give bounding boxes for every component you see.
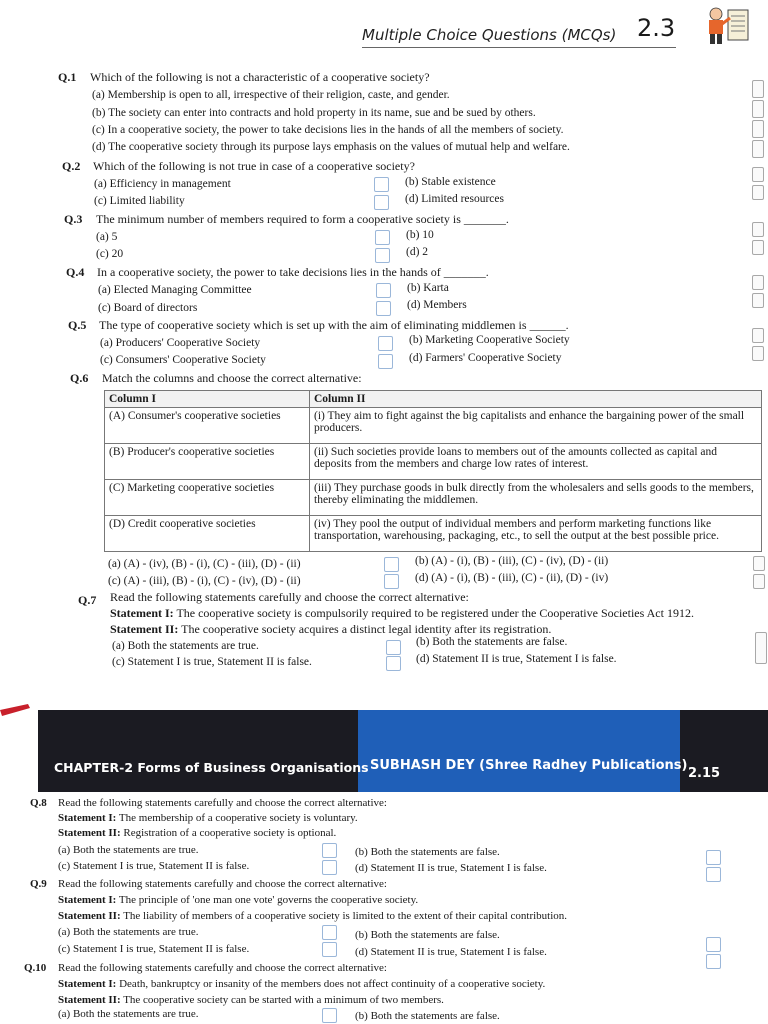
- match-columns-table: [104, 390, 762, 552]
- q7-checkbox-a[interactable]: [386, 640, 401, 655]
- q4-option-c: (c) Board of directors: [98, 302, 198, 314]
- q5-answer-box[interactable]: [752, 346, 764, 361]
- q3-option-c: (c) 20: [96, 248, 124, 260]
- q7-statement-1: [110, 606, 694, 621]
- q6-option-c: (c) (A) - (iii), (B) - (i), (C) - (iv), (D) - (ii): [108, 575, 301, 587]
- q7-checkbox-c[interactable]: [386, 656, 401, 671]
- q4-option-d: (d) Members: [407, 299, 467, 311]
- q4-checkbox-a[interactable]: [376, 283, 391, 298]
- q1-answer-box[interactable]: [752, 100, 764, 118]
- page-header-title: Multiple Choice Questions (MCQs): [362, 26, 617, 44]
- q8-answer-box[interactable]: [706, 867, 721, 882]
- q9-number: Q.9: [30, 878, 47, 890]
- q8-option-a: (a) Both the statements are true.: [58, 844, 199, 856]
- q2-option-c: (c) Limited liability: [94, 195, 185, 207]
- q10-statement-2: [58, 994, 444, 1006]
- q7-statement-1-label: Statement I:: [110, 606, 174, 620]
- table-row: [105, 516, 762, 552]
- q5-option-c: (c) Consumers' Cooperative Society: [100, 354, 266, 366]
- table-cell-left: (C) Marketing cooperative societies: [105, 480, 310, 516]
- q9-statement-2-text: The liability of members of a cooperative society is limited to the extent of their capital contribution.: [120, 910, 568, 922]
- q3-answer-box[interactable]: [752, 222, 764, 237]
- q9-statement-1-label: Statement I:: [58, 894, 117, 906]
- q3-number: Q.3: [64, 212, 83, 226]
- q2-checkbox-c[interactable]: [374, 195, 389, 210]
- q6-checkbox-c[interactable]: [384, 574, 399, 589]
- q5-option-a: (a) Producers' Cooperative Society: [100, 337, 261, 349]
- q1-option-a: (a) Membership is open to all, irrespective of their religion, caste, and gender.: [92, 89, 450, 101]
- q2-answer-box[interactable]: [752, 185, 764, 200]
- q8-checkbox-c[interactable]: [322, 860, 337, 875]
- q2-checkbox-a[interactable]: [374, 177, 389, 192]
- q1-number: Q.1: [58, 70, 77, 84]
- q6-checkbox-a[interactable]: [384, 557, 399, 572]
- q4-answer-box[interactable]: [752, 275, 764, 290]
- q1-answer-box[interactable]: [752, 140, 764, 158]
- q9-option-b: (b) Both the statements are false.: [355, 929, 500, 941]
- table-cell-right: (iv) They pool the output of individual members and perform marketing functions like transportation, warehousing, packaging, etc., to sell the output at the best possible price.: [310, 516, 762, 552]
- q10-statement-1-text: Death, bankruptcy or insanity of the members does not affect continuity of a cooperative society.: [116, 978, 546, 990]
- q2-option-d: (d) Limited resources: [405, 193, 504, 205]
- q1-answer-box[interactable]: [752, 120, 764, 138]
- q7-statement-2-label: Statement II:: [110, 622, 179, 636]
- q10-option-b: (b) Both the statements are false.: [355, 1010, 500, 1022]
- q10-statement-1-label: Statement I:: [58, 978, 117, 990]
- q3-checkbox-c[interactable]: [375, 248, 390, 263]
- chapter-title: CHAPTER-2 Forms of Business Organisations: [54, 760, 369, 775]
- page-number: 2.15: [688, 766, 721, 781]
- q8-checkbox-a[interactable]: [322, 843, 337, 858]
- q1-text: Which of the following is not a characteristic of a cooperative society?: [90, 70, 430, 84]
- q6-option-a: (a) (A) - (iv), (B) - (i), (C) - (iii), (D) - (ii): [108, 558, 301, 570]
- q8-statement-1-label: Statement I:: [58, 812, 117, 824]
- q9-option-a: (a) Both the statements are true.: [58, 926, 199, 938]
- q8-statement-1: [58, 812, 358, 824]
- q4-checkbox-c[interactable]: [376, 301, 391, 316]
- q7-option-c: (c) Statement I is true, Statement II is false.: [112, 656, 312, 668]
- q7-option-a: (a) Both the statements are true.: [112, 640, 259, 652]
- q4-option-a: (a) Elected Managing Committee: [98, 284, 252, 296]
- q6-option-d: (d) (A) - (i), (B) - (iii), (C) - (ii), (D) - (iv): [415, 572, 609, 584]
- q3-option-a: (a) 5: [96, 231, 118, 243]
- table-cell-left: (A) Consumer's cooperative societies: [105, 408, 310, 444]
- q1-option-b: (b) The society can enter into contracts and hold property in its name, sue and be sued by others.: [92, 107, 536, 119]
- q6-text: Match the columns and choose the correct alternative:: [102, 371, 362, 385]
- red-accent-mark: [0, 704, 40, 724]
- q9-statement-2: [58, 910, 567, 922]
- q5-answer-box[interactable]: [752, 328, 764, 343]
- table-header-row: [105, 391, 762, 408]
- q6-answer-box[interactable]: [753, 574, 765, 589]
- q5-checkbox-a[interactable]: [378, 336, 393, 351]
- q7-option-d: (d) Statement II is true, Statement I is false.: [416, 653, 617, 665]
- q9-statement-1-text: The principle of 'one man one vote' governs the cooperative society.: [116, 894, 419, 906]
- q8-statement-1-text: The membership of a cooperative society is voluntary.: [116, 812, 358, 824]
- q9-statement-2-label: Statement II:: [58, 910, 121, 922]
- q9-checkbox-a[interactable]: [322, 925, 337, 940]
- publisher-name: SUBHASH DEY (Shree Radhey Publications): [370, 758, 688, 773]
- q9-answer-box[interactable]: [706, 937, 721, 952]
- q1-option-c: (c) In a cooperative society, the power to take decisions lies in the hands of all the members of society.: [92, 124, 564, 136]
- q5-text: The type of cooperative society which is set up with the aim of eliminating middlemen is ______.: [99, 318, 569, 332]
- q3-option-b: (b) 10: [406, 229, 434, 241]
- table-cell-right: (iii) They purchase goods in bulk directly from the wholesalers and sells goods to the members, thereby eliminating the middlemen.: [310, 480, 762, 516]
- table-cell-left: (B) Producer's cooperative societies: [105, 444, 310, 480]
- q4-option-b: (b) Karta: [407, 282, 449, 294]
- q2-text: Which of the following is not true in case of a cooperative society?: [93, 159, 415, 173]
- table-row: [105, 444, 762, 480]
- q8-number: Q.8: [30, 797, 47, 809]
- q9-option-c: (c) Statement I is true, Statement II is false.: [58, 943, 250, 955]
- q1-answer-box[interactable]: [752, 80, 764, 98]
- q9-statement-1: [58, 894, 418, 906]
- table-cell-right: (i) They aim to fight against the big capitalists and enhance the bargaining power of the small producers.: [310, 408, 762, 444]
- q2-option-b: (b) Stable existence: [405, 176, 496, 188]
- header-rule: [362, 47, 676, 48]
- q9-answer-box[interactable]: [706, 954, 721, 969]
- q2-number: Q.2: [62, 159, 81, 173]
- q10-statement-1: [58, 978, 545, 990]
- q2-answer-box[interactable]: [752, 167, 764, 182]
- q3-answer-box[interactable]: [752, 240, 764, 255]
- q10-text: Read the following statements carefully and choose the correct alternative:: [58, 962, 387, 974]
- table-row: [105, 480, 762, 516]
- q7-answer-box[interactable]: [755, 632, 767, 664]
- q6-option-b: (b) (A) - (i), (B) - (iii), (C) - (iv), (D) - (ii): [415, 555, 609, 567]
- q2-option-a: (a) Efficiency in management: [94, 178, 231, 190]
- table-cell-right: (ii) Such societies provide loans to members out of the amounts collected as capital and deposits from the members and charge low rates of interest.: [310, 444, 762, 480]
- q6-answer-box[interactable]: [753, 556, 765, 571]
- q7-text: Read the following statements carefully and choose the correct alternative:: [110, 590, 469, 604]
- q5-checkbox-c[interactable]: [378, 354, 393, 369]
- q8-statement-2-label: Statement II:: [58, 827, 121, 839]
- column-2-header: Column II: [310, 391, 762, 408]
- table-row: [105, 408, 762, 444]
- q5-option-d: (d) Farmers' Cooperative Society: [409, 352, 562, 364]
- q5-number: Q.5: [68, 318, 87, 332]
- q10-option-a: (a) Both the statements are true.: [58, 1008, 199, 1020]
- q8-option-c: (c) Statement I is true, Statement II is false.: [58, 860, 250, 872]
- q3-checkbox-a[interactable]: [375, 230, 390, 245]
- q9-option-d: (d) Statement II is true, Statement I is false.: [355, 946, 547, 958]
- q10-number: Q.10: [24, 962, 47, 974]
- student-cartoon-icon: [700, 4, 756, 48]
- publisher-banner: [358, 710, 680, 792]
- page-header-number: 2.3: [637, 14, 676, 42]
- table-cell-left: (D) Credit cooperative societies: [105, 516, 310, 552]
- q9-text: Read the following statements carefully and choose the correct alternative:: [58, 878, 387, 890]
- q10-statement-2-label: Statement II:: [58, 994, 121, 1006]
- q8-answer-box[interactable]: [706, 850, 721, 865]
- q7-statement-2: [110, 622, 551, 637]
- q7-statement-2-text: The cooperative society acquires a distinct legal identity after its registration.: [178, 622, 552, 636]
- q1-option-d: (d) The cooperative society through its purpose lays emphasis on the values of mutual help and welfare.: [92, 141, 570, 153]
- q8-text: Read the following statements carefully and choose the correct alternative:: [58, 797, 387, 809]
- q3-text: The minimum number of members required to form a cooperative society is _______.: [96, 212, 509, 226]
- q7-statement-1-text: The cooperative society is compulsorily required to be registered under the Cooperative Societies Act 1912.: [173, 606, 694, 620]
- q7-number: Q.7: [78, 593, 97, 607]
- q8-statement-2-text: Registration of a cooperative society is optional.: [120, 827, 337, 839]
- q8-option-d: (d) Statement II is true, Statement I is false.: [355, 862, 547, 874]
- q10-checkbox-a[interactable]: [322, 1008, 337, 1023]
- column-1-header: Column I: [105, 391, 310, 408]
- q6-number: Q.6: [70, 371, 89, 385]
- q5-option-b: (b) Marketing Cooperative Society: [409, 334, 570, 346]
- q8-option-b: (b) Both the statements are false.: [355, 846, 500, 858]
- q8-statement-2: [58, 827, 336, 839]
- q9-checkbox-c[interactable]: [322, 942, 337, 957]
- q4-text: In a cooperative society, the power to take decisions lies in the hands of _______.: [97, 265, 489, 279]
- q4-answer-box[interactable]: [752, 293, 764, 308]
- q10-statement-2-text: The cooperative society can be started with a minimum of two members.: [120, 994, 444, 1006]
- q3-option-d: (d) 2: [406, 246, 429, 258]
- q4-number: Q.4: [66, 265, 85, 279]
- q7-option-b: (b) Both the statements are false.: [416, 636, 568, 648]
